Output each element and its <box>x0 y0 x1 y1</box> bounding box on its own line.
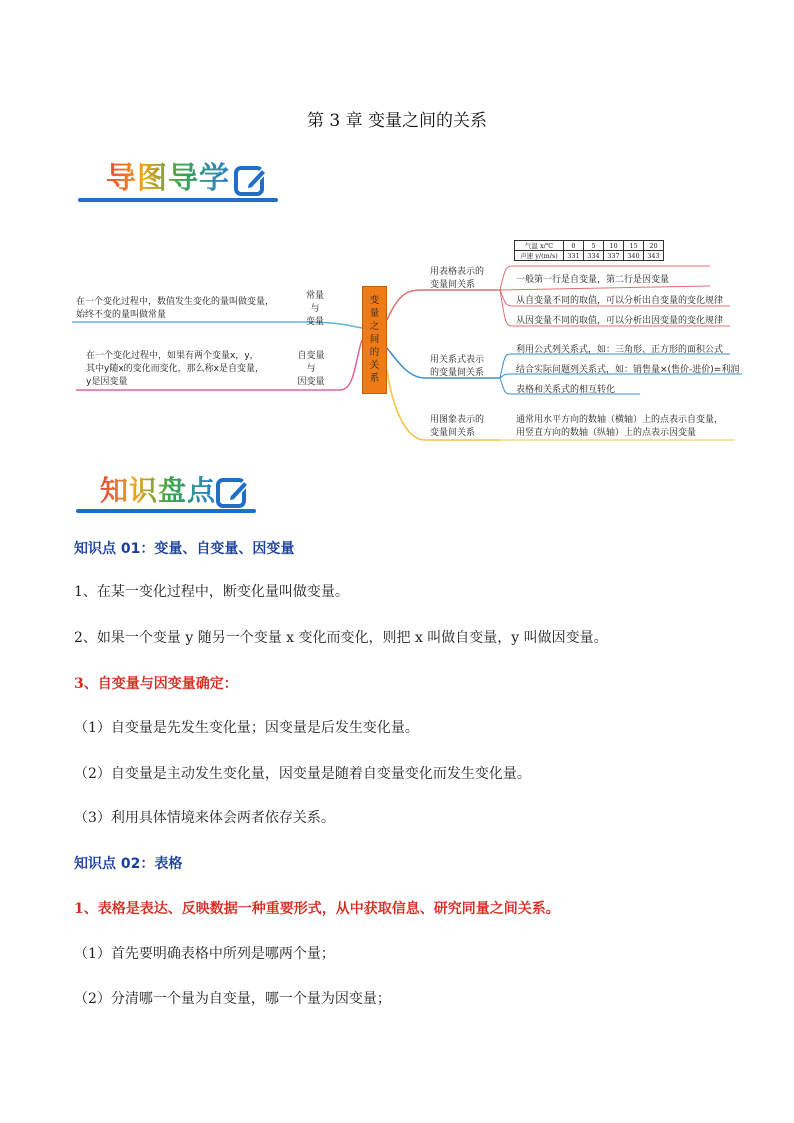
mindmap-center-char: 间 <box>369 334 380 345</box>
mindmap-graph-leaf: 通常用水平方向的数轴（横轴）上的点表示自变量， 用竖直方向的数轴（纵轴）上的点表示因变量 <box>516 415 724 438</box>
mindmap-formula-node: 用关系式表示 的变量间关系 <box>430 355 485 378</box>
section-underline <box>78 198 278 202</box>
table-row: 声速 y/(m/s) 331 334 337 340 343 <box>515 251 664 261</box>
knowledge-point-title: 知识点 02：表格 <box>74 856 183 872</box>
paragraph: （2）自变量是主动发生变化量，因变量是随着自变量变化而发生变化量。 <box>74 766 531 782</box>
paragraph: （2）分清哪一个量为自变量，哪一个量为因变量； <box>74 991 391 1007</box>
paragraph: 2、如果一个变量 y 随另一个变量 x 变化而变化，则把 x 叫做自变量，y 叫做因变量。 <box>74 630 608 646</box>
mindmap-center-char: 关 <box>369 360 380 371</box>
mindmap-center-char: 量 <box>369 308 380 319</box>
paragraph: （1）首先要明确表格中所列是哪两个量； <box>74 946 335 962</box>
mindmap-table-leaf: 一般第一行是自变量，第二行是因变量 <box>516 275 670 285</box>
paragraph: （1）自变量是先发生变化量；因变量是后发生变化量。 <box>74 720 419 736</box>
mindmap-table-leaf: 从因变量不同的取值，可以分析出因变量的变化规律 <box>516 316 724 326</box>
mindmap-table-node: 用表格表示的 变量间关系 <box>430 267 485 290</box>
mindmap-center-char: 之 <box>369 321 380 332</box>
mindmap-constant-desc: 在一个变化过程中，数值发生变化的量叫做变量， 始终不变的量叫做常量 <box>76 297 275 320</box>
knowledge-point-title: 知识点 01：变量、自变量、因变量 <box>74 541 295 557</box>
mindmap-table-leaf: 从自变量不同的取值，可以分析出自变量的变化规律 <box>516 296 724 306</box>
mindmap-center-char: 的 <box>369 347 380 358</box>
mindmap-data-table <box>514 240 664 261</box>
edit-icon <box>234 164 268 196</box>
mindmap-graph-node: 用图象表示的 变量间关系 <box>430 415 485 438</box>
section-underline <box>76 509 256 513</box>
section-banner-label: 导图导学 <box>106 161 230 196</box>
mindmap-formula-leaf: 表格和关系式的相互转化 <box>516 385 616 395</box>
edit-icon <box>216 476 250 508</box>
mindmap-independent-desc: 在一个变化过程中，如果有两个变量x，y， 其中y随x的变化而变化，那么称x是自变量， y是因变量 <box>86 351 264 387</box>
mindmap-center-char: 系 <box>369 373 380 384</box>
mindmap-formula-leaf: 结合实际问题列关系式，如：销售量×(售价-进价)=利润 <box>516 365 740 375</box>
mindmap-center-char: 变 <box>369 295 380 306</box>
paragraph: 1、在某一变化过程中，断变化量叫做变量。 <box>74 584 349 600</box>
subheading: 3、自变量与因变量确定： <box>74 676 238 692</box>
mindmap-independent-node: 自变量 与 因变量 <box>297 351 325 387</box>
paragraph: （3）利用具体情境来体会两者依存关系。 <box>74 810 335 826</box>
mindmap-formula-leaf: 利用公式列关系式，如：三角形、正方形的面积公式 <box>516 345 724 355</box>
mindmap-center-node <box>362 286 387 394</box>
mindmap-constant-node: 常量 与 变量 <box>305 291 324 327</box>
section-banner-knowledge <box>76 472 256 518</box>
table-row: 气温 x/℃ 0 5 10 15 20 <box>515 241 664 251</box>
subheading: 1、表格是表达、反映数据一种重要形式，从中获取信息、研究同量之间关系。 <box>74 901 560 917</box>
section-banner-mindmap <box>78 160 278 206</box>
page-title: 第 3 章 变量之间的关系 <box>306 111 488 131</box>
section-banner-label: 知识盘点 <box>100 474 217 507</box>
